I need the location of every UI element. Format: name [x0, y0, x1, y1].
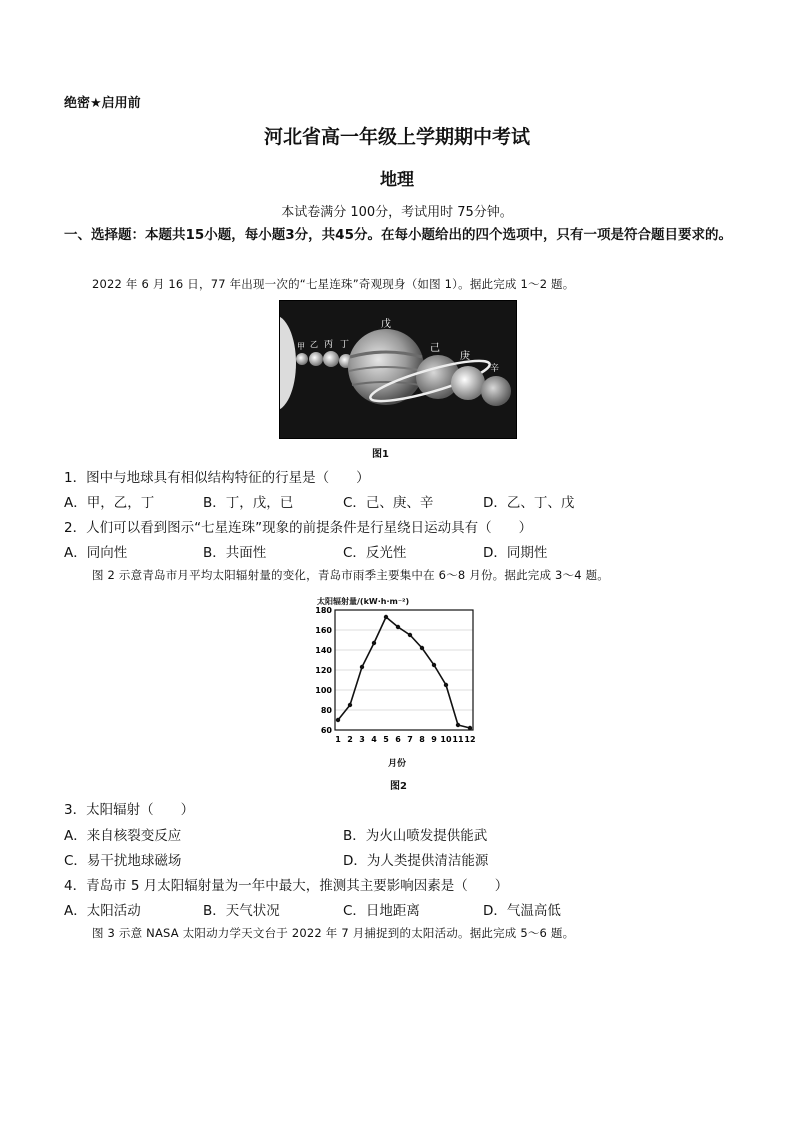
chart-xlabel: 月份 — [388, 759, 407, 769]
x-tick-label: 3 — [359, 735, 365, 744]
intro-q1-2: 2022 年 6 月 16 日，77 年出现一次的“七星连珠”奇观现身（如图 1）。据此完成 1～2 题。 — [92, 277, 575, 291]
y-tick-label: 180 — [315, 606, 332, 615]
data-point — [372, 641, 376, 645]
q4-option-b: B．天气状况 — [203, 903, 280, 919]
q1-option-c: C．己、庚、辛 — [343, 495, 434, 511]
x-tick-label: 2 — [347, 735, 353, 744]
q3-option-b: B．为火山喷发提供能武 — [343, 828, 488, 844]
x-tick-label: 11 — [452, 735, 464, 744]
chart-ylabel: 太阳辐射量/(kW·h·m⁻²) — [317, 597, 410, 606]
data-point — [384, 615, 388, 619]
q3-option-d: D．为人类提供清洁能源 — [343, 853, 489, 869]
data-point — [432, 663, 436, 667]
data-point — [456, 723, 460, 727]
x-tick-label: 5 — [383, 735, 389, 744]
planets-image — [280, 301, 516, 438]
y-tick-label: 160 — [315, 626, 332, 635]
question-4-stem: 4．青岛市 5 月太阳辐射量为一年中最大，推测其主要影响因素是（ ） — [64, 878, 509, 894]
data-point — [396, 625, 400, 629]
y-tick-label: 120 — [315, 666, 332, 675]
subject-title: 地理 — [380, 170, 414, 190]
question-2-stem: 2．人们可以看到图示“七星连珠”现象的前提条件是行星绕日运动具有（ ） — [64, 520, 533, 536]
label-geng: 庚 — [460, 351, 470, 362]
figure-2-caption: 图2 — [390, 781, 407, 792]
x-tick-label: 6 — [395, 735, 401, 744]
data-point — [444, 683, 448, 687]
confidential-mark: 绝密★启用前 — [64, 96, 141, 111]
planet-geng — [451, 366, 485, 400]
y-tick-label: 140 — [315, 646, 332, 655]
intro-q5-6: 图 3 示意 NASA 太阳动力学天文台于 2022 年 7 月捕捉到的太阳活动。据此完成 5～6 题。 — [92, 926, 575, 940]
figure-1-planets — [279, 300, 517, 439]
y-tick-label: 60 — [320, 726, 332, 735]
x-tick-label: 4 — [371, 735, 377, 744]
planet-jia — [296, 353, 308, 365]
q2-option-c: C．反光性 — [343, 545, 407, 561]
data-point — [348, 703, 352, 707]
label-wu: 戊 — [381, 319, 391, 330]
y-tick-label: 100 — [315, 686, 332, 695]
figure-1-caption: 图1 — [372, 449, 389, 460]
data-point — [420, 646, 424, 650]
q2-option-d: D．同期性 — [483, 545, 548, 561]
intro-q3-4: 图 2 示意青岛市月平均太阳辐射量的变化，青岛市雨季主要集中在 6～8 月份。据此完成 3～4 题。 — [92, 568, 610, 582]
figure-2-chart — [305, 592, 485, 770]
q4-option-c: C．日地距离 — [343, 903, 420, 919]
x-tick-label: 8 — [419, 735, 425, 744]
x-tick-label: 1 — [335, 735, 341, 744]
series-line — [338, 617, 470, 728]
planet-bing — [323, 351, 339, 367]
label-jia: 甲 — [297, 342, 305, 351]
label-bing: 丙 — [324, 340, 334, 350]
q4-option-a: A．太阳活动 — [64, 903, 141, 919]
planet-xin — [481, 376, 511, 406]
section-heading: 一、选择题：本题共15小题，每小题3分，共45分。在每小题给出的四个选项中，只有一项是符合题目要求的。 — [64, 227, 732, 243]
planet-yi — [309, 352, 323, 366]
x-tick-label: 9 — [431, 735, 437, 744]
q1-option-a: A．甲，乙，丁 — [64, 495, 155, 511]
y-tick-label: 80 — [320, 706, 332, 715]
q1-option-d: D．乙、丁、戊 — [483, 495, 575, 511]
x-tick-label: 10 — [440, 735, 452, 744]
exam-title: 河北省高一年级上学期期中考试 — [263, 126, 530, 148]
q3-option-c: C．易干扰地球磁场 — [64, 853, 182, 869]
label-ding: 丁 — [340, 340, 350, 350]
q2-option-a: A．同向性 — [64, 545, 128, 561]
x-tick-label: 12 — [464, 735, 476, 744]
data-point — [468, 726, 472, 730]
q1-option-b: B．丁，戊，已 — [203, 495, 294, 511]
x-tick-label: 7 — [407, 735, 413, 744]
q3-option-a: A．来自核裂变反应 — [64, 828, 182, 844]
exam-info: 本试卷满分 100分，考试用时 75分钟。 — [281, 205, 513, 220]
data-point — [336, 718, 340, 722]
q4-option-d: D．气温高低 — [483, 903, 561, 919]
question-3-stem: 3．太阳辐射（ ） — [64, 802, 195, 818]
q2-option-b: B．共面性 — [203, 545, 267, 561]
label-yi: 乙 — [310, 340, 318, 349]
data-point — [360, 665, 364, 669]
label-ji: 己 — [430, 343, 440, 354]
data-point — [408, 633, 412, 637]
label-xin: 辛 — [490, 364, 500, 374]
question-1-stem: 1．图中与地球具有相似结构特征的行星是（ ） — [64, 470, 370, 486]
